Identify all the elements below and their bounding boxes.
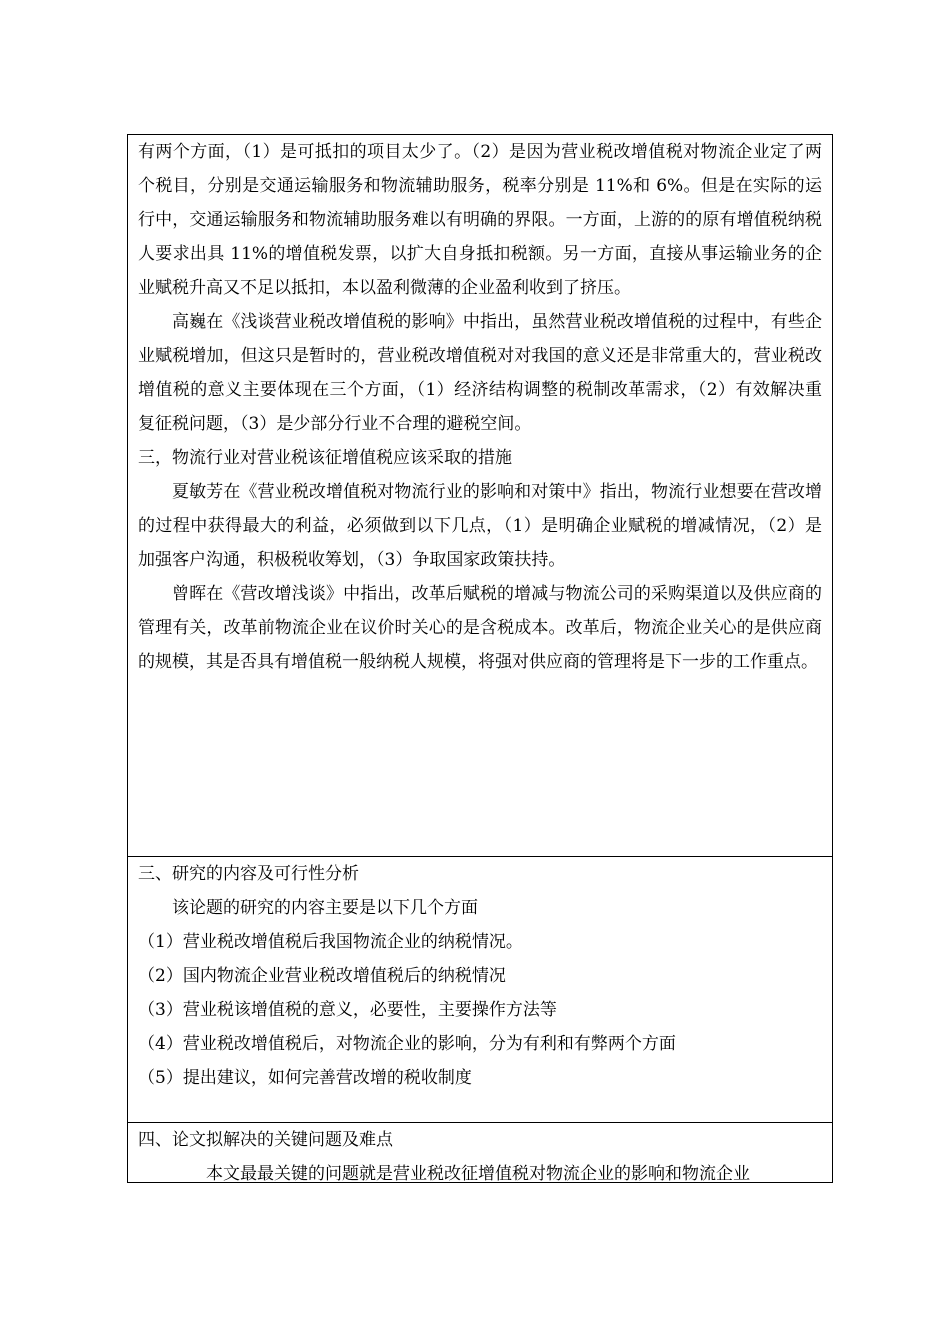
key-problems-cell: [127, 1122, 833, 1183]
paragraph: 夏敏芳在《营业税改增值税对物流行业的影响和对策中》指出，物流行业想要在营改增的过程中获得最大的利益，必须做到以下几点，（1）是明确企业赋税的增减情况，（2）是加强客户沟通，积极税收筹划，（3）争取国家政策扶持。: [138, 482, 822, 570]
literature-review-cell: [127, 134, 833, 856]
paragraph: 有两个方面，（1）是可抵扣的项目太少了。（2）是因为营业税改增值税对物流企业定了两个税目，分别是交通运输服务和物流辅助服务，税率分别是 11%和 6%。但是在实际的运行中，交通运输服务和物流辅助服务难以有明确的界限。一方面，上游的的原有增值税纳税人要求出具 11%的增值税发票，以扩大自身抵扣税额。另一方面，直接从事运输业务的企业赋税升高又不足以抵扣，本以盈利微薄的企业盈利收到了挤压。: [138, 142, 822, 298]
section-heading: 三，物流行业对营业税该征增值税应该采取的措施: [138, 448, 512, 468]
list-item: （4）营业税改增值税后，对物流企业的影响，分为有利和有弊两个方面: [138, 1034, 676, 1054]
paragraph: 本文最最关键的问题就是营业税改征增值税对物流企业的影响和物流企业: [206, 1164, 750, 1184]
paragraph: 高巍在《浅谈营业税改增值税的影响》中指出，虽然营业税改增值税的过程中，有些企业赋税增加，但这只是暂时的，营业税改增值税对对我国的意义还是非常重大的，营业税改增值税的意义主要体现在三个方面，（1）经济结构调整的税制改革需求，（2）有效解决重复征税问题，（3）是少部分行业不合理的避税空间。: [138, 312, 822, 434]
list-item: （1）营业税改增值税后我国物流企业的纳税情况。: [138, 932, 523, 952]
list-item: （2）国内物流企业营业税改增值税后的纳税情况: [138, 966, 506, 986]
paragraph: 曾晖在《营改增浅谈》中指出，改革后赋税的增减与物流公司的采购渠道以及供应商的管理有关，改革前物流企业在议价时关心的是含税成本。改革后，物流企业关心的是供应商的规模，其是否具有增值税一般纳税人规模，将强对供应商的管理将是下一步的工作重点。: [138, 584, 822, 672]
document-table: [127, 134, 833, 1183]
list-item: （5）提出建议，如何完善营改增的税收制度: [138, 1068, 472, 1088]
list-item: （3）营业税该增值税的意义，必要性，主要操作方法等: [138, 1000, 557, 1020]
section-heading: 四、论文拟解决的关键问题及难点: [138, 1130, 393, 1150]
paragraph: 该论题的研究的内容主要是以下几个方面: [172, 898, 478, 918]
research-content-cell: [127, 856, 833, 1122]
section-heading: 三、研究的内容及可行性分析: [138, 864, 359, 884]
